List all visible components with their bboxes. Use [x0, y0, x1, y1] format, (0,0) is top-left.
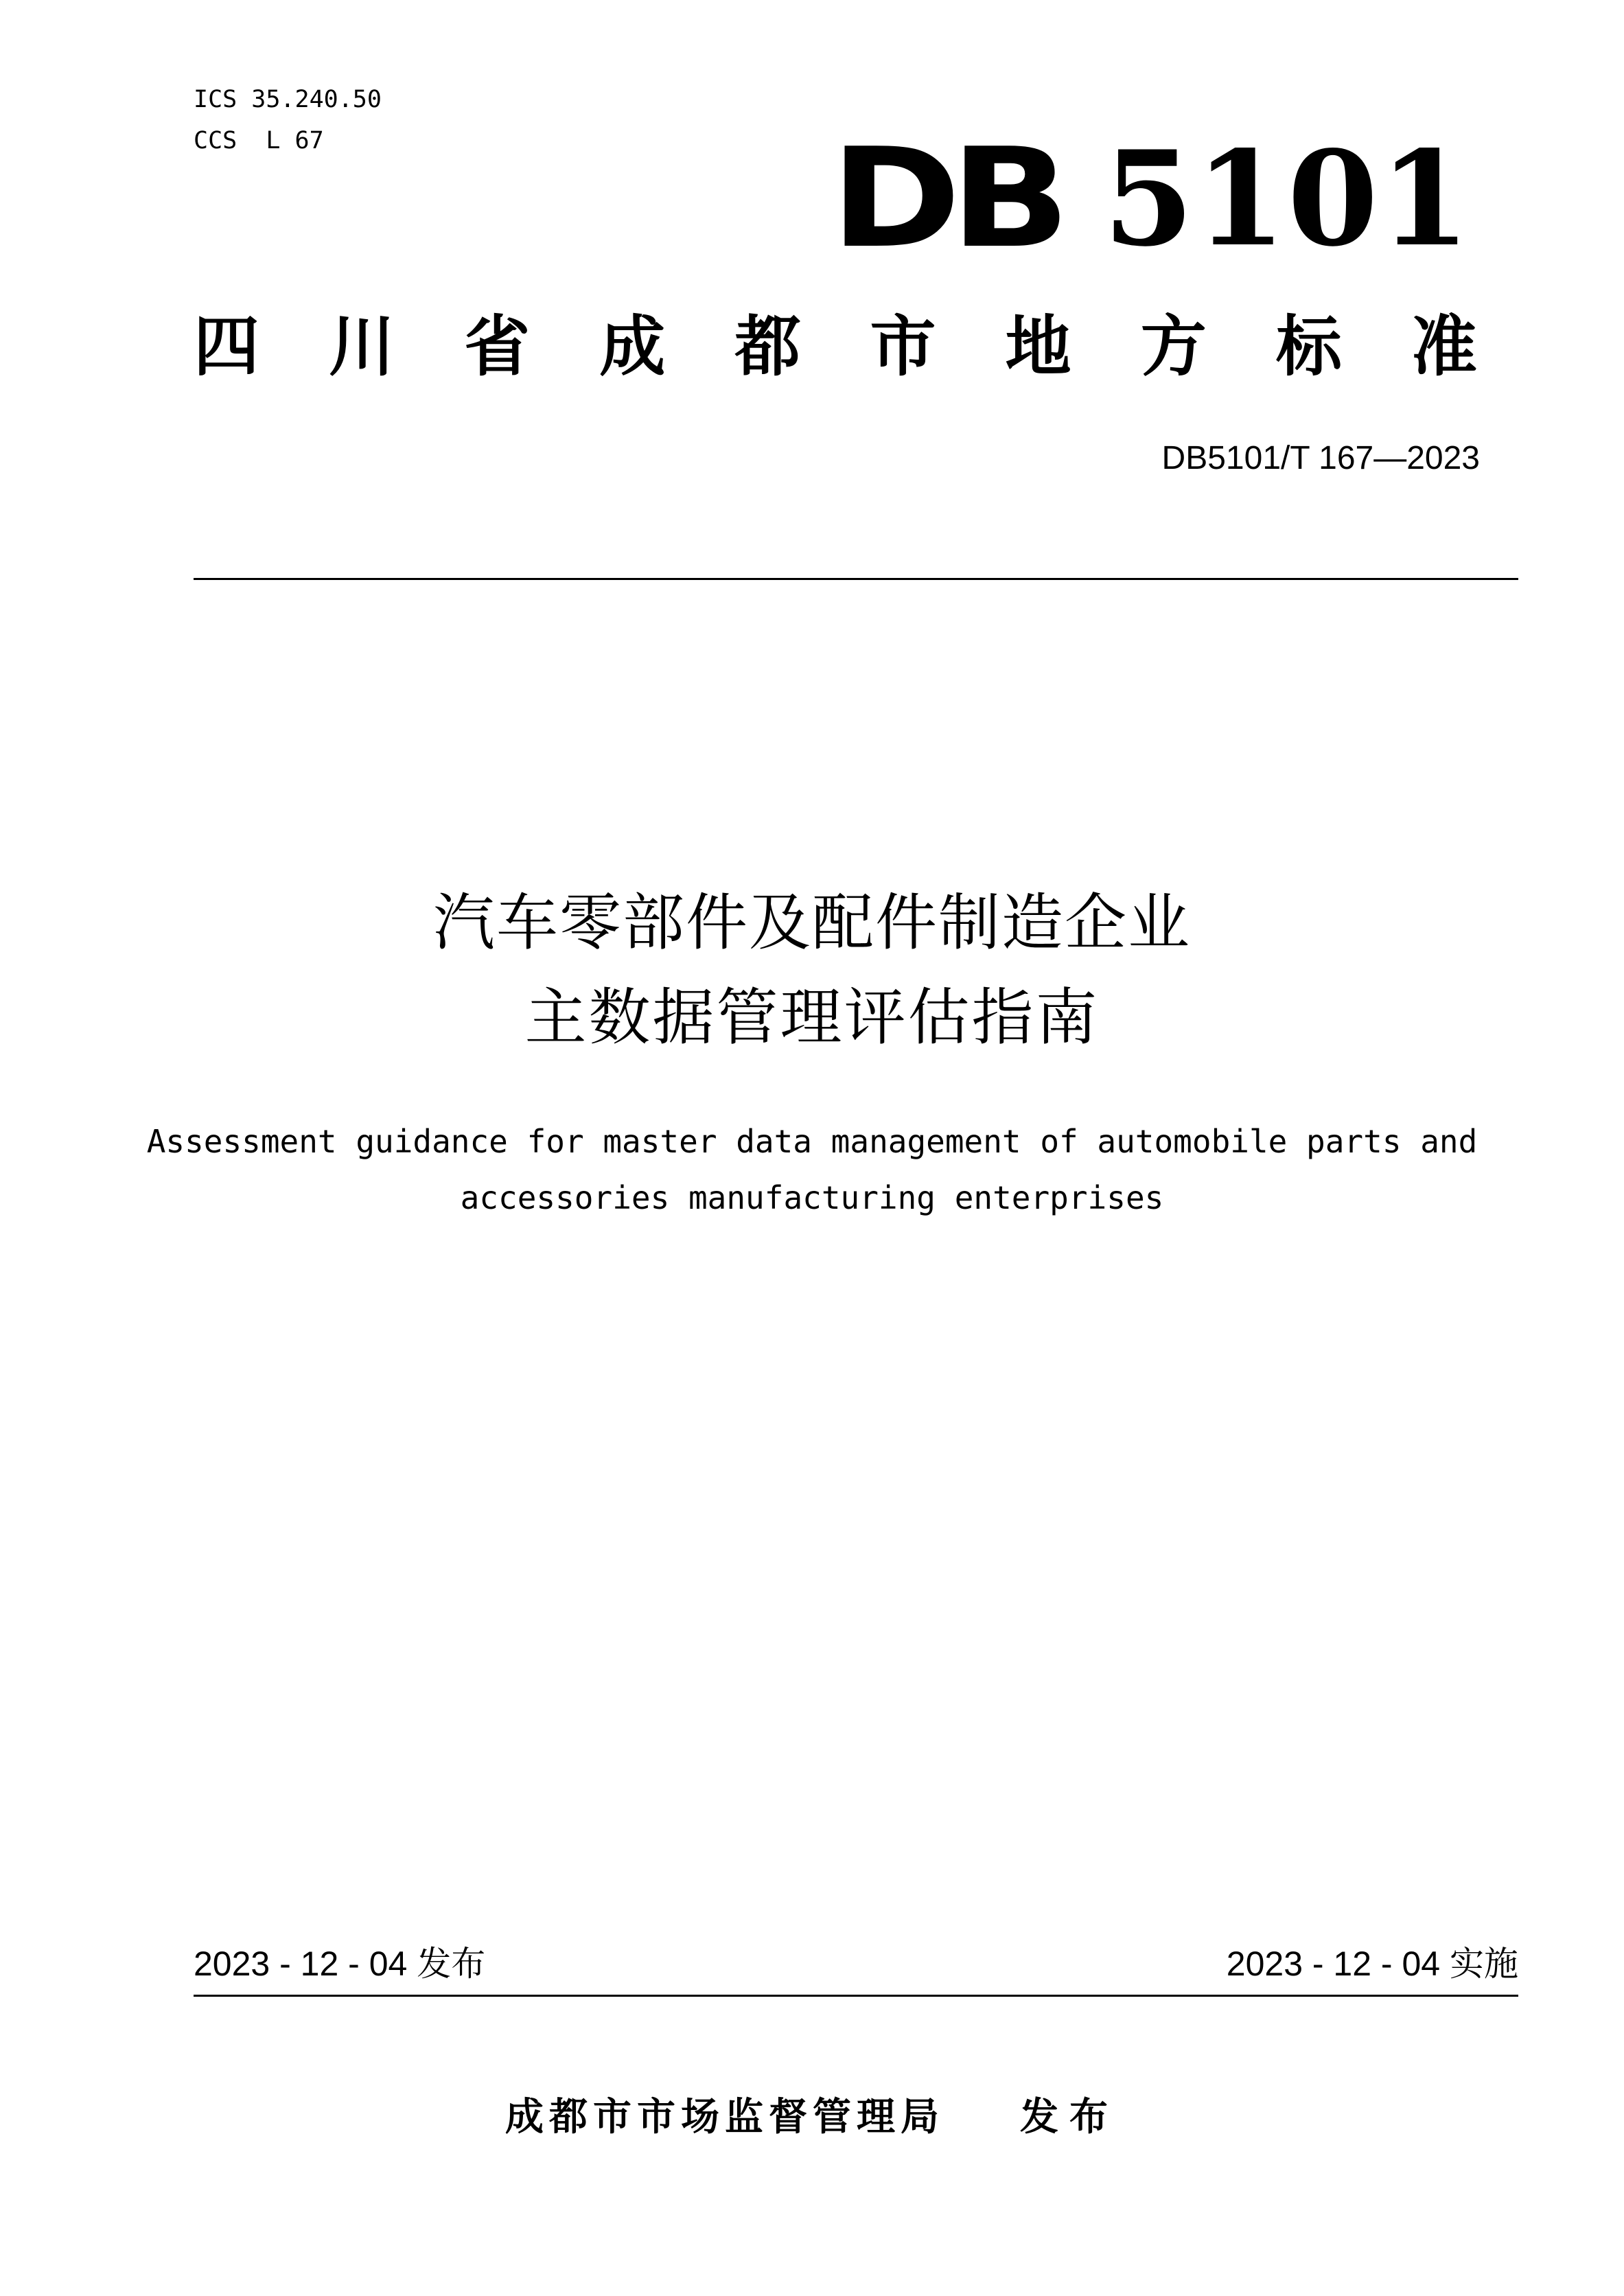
chinese-title-line-1: 汽车零部件及配件制造企业: [433, 887, 1191, 959]
footer-divider: [194, 1995, 1518, 1997]
db-prefix: DB: [830, 119, 1060, 279]
standard-level-title: 四川省成都市地方标准: [194, 308, 1477, 385]
ccs-code: CCS L 67: [194, 127, 324, 154]
db-logo: [830, 119, 1472, 279]
english-title-line-1: Assessment guidance for master data management of automobile parts and: [146, 1123, 1478, 1160]
header-divider: [194, 578, 1518, 580]
standard-number: DB5101/T 167—2023: [1161, 440, 1480, 476]
db-number: 5101: [1103, 122, 1472, 275]
publish-action: 发布: [1020, 2095, 1119, 2140]
english-title-line-2: accessories manufacturing enterprises: [460, 1179, 1164, 1216]
implementation-date: 2023 - 12 - 04 实施: [1226, 1945, 1518, 1983]
ics-code: ICS 35.240.50: [194, 86, 382, 113]
chinese-title-line-2: 主数据管理评估指南: [524, 982, 1100, 1054]
publisher-name: 成都市市场监督管理局: [505, 2095, 944, 2140]
publisher-line: [0, 2094, 1624, 2142]
issue-date: 2023 - 12 - 04 发布: [194, 1945, 486, 1983]
